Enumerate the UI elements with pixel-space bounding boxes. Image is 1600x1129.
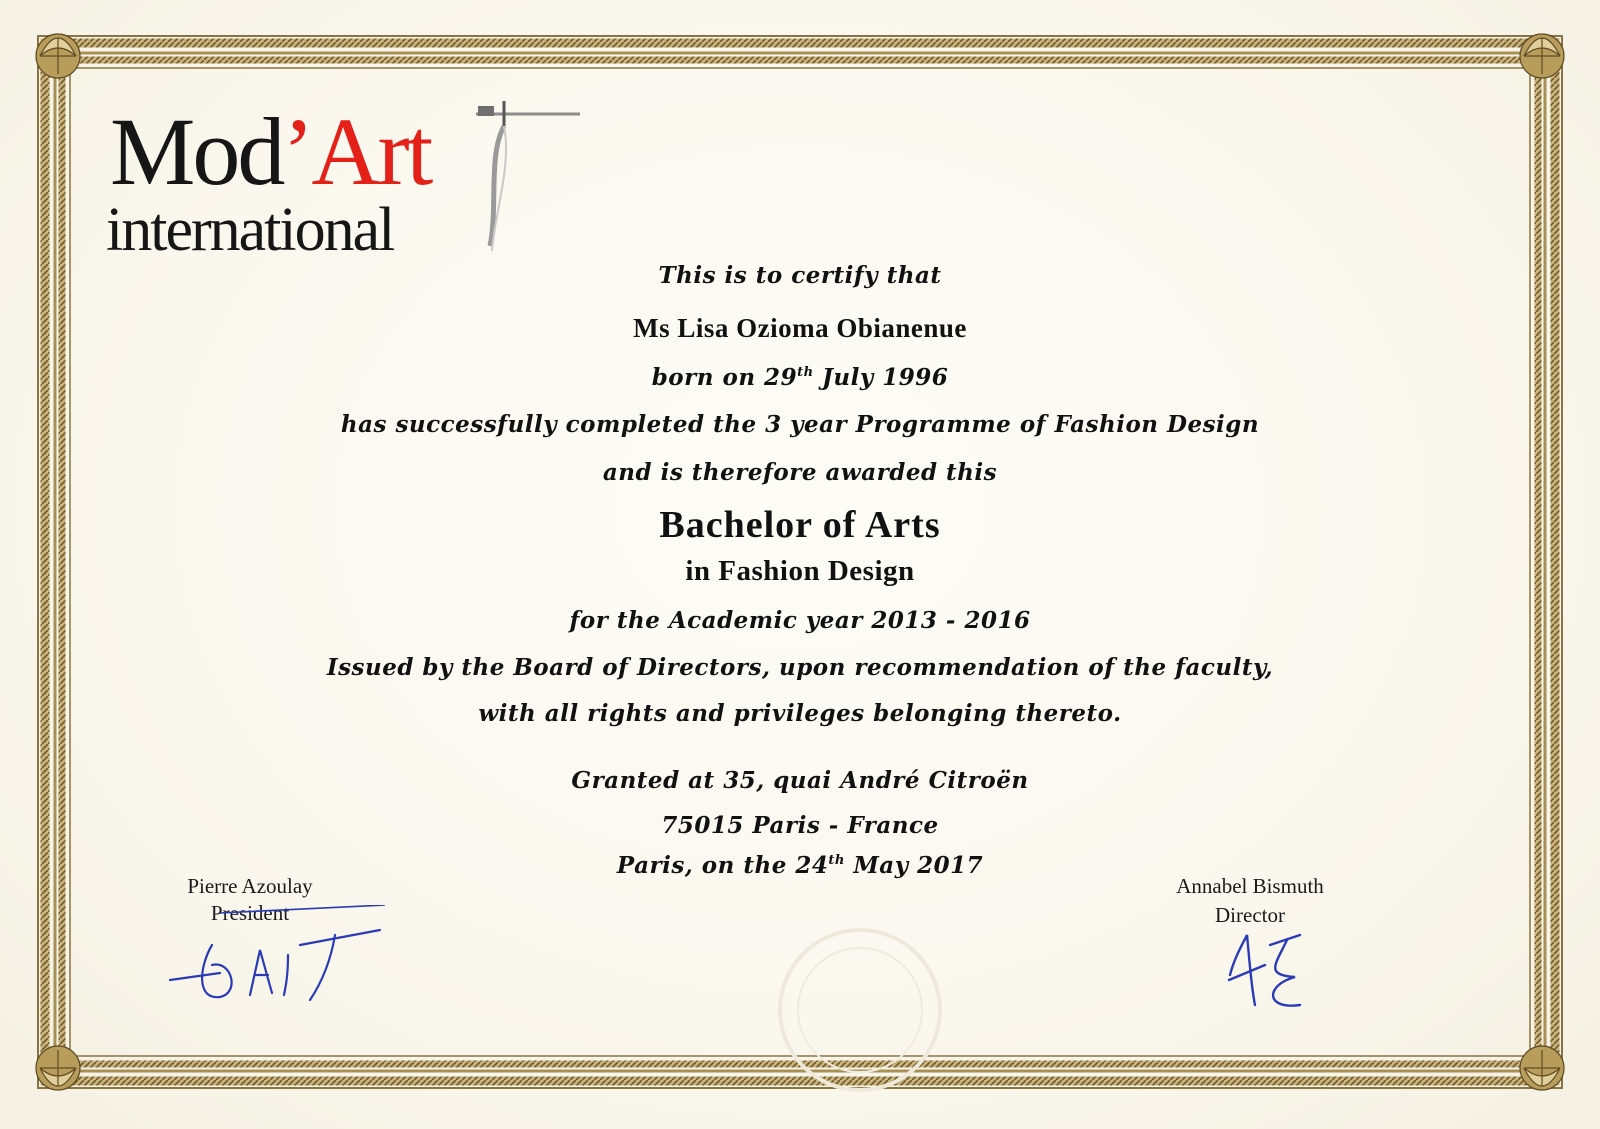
birth-date-prefix: born on 29	[651, 364, 798, 391]
birth-date-line	[0, 364, 1600, 391]
corner-ornament-bottom-left	[36, 1046, 80, 1090]
academic-year-line: for the Academic year 2013 - 2016	[569, 607, 1031, 634]
president-title: President	[210, 901, 290, 925]
embossed-seal-icon	[770, 925, 950, 1095]
degree-title: Bachelor of Arts	[659, 504, 941, 546]
president-signature	[160, 905, 390, 1020]
logo-art: Art	[311, 98, 431, 205]
president-name: Pierre Azoulay	[187, 874, 313, 898]
issue-date-rest: May 2017	[844, 852, 984, 879]
birth-date-ordinal: th	[797, 365, 814, 380]
issued-line-2: with all rights and privileges belonging thereto.	[478, 700, 1122, 727]
modart-logo	[102, 98, 582, 274]
corner-ornament-top-right	[1520, 34, 1564, 78]
recipient-name: Ms Lisa Ozioma Obianenue	[633, 313, 967, 343]
director-title: Director	[1215, 903, 1285, 927]
corner-ornament-top-left	[36, 34, 80, 78]
logo-wordmark	[110, 98, 431, 205]
director-signature	[1225, 925, 1335, 1030]
completion-line: has successfully completed the 3 year Programme of Fashion Design	[340, 411, 1260, 438]
corner-ornament-bottom-right	[1520, 1046, 1564, 1090]
issue-date-prefix: Paris, on the 24	[616, 852, 829, 879]
degree-field: in Fashion Design	[685, 555, 915, 587]
granted-line-1: Granted at 35, quai André Citroën	[571, 767, 1029, 794]
issued-line-1: Issued by the Board of Directors, upon recommendation of the faculty,	[326, 654, 1274, 681]
birth-date-rest: July 1996	[813, 364, 949, 391]
logo-mod: Mod	[110, 98, 283, 205]
intro-line: This is to certify that	[658, 262, 942, 289]
issue-date-ordinal: th	[828, 853, 845, 868]
logo-international: international	[106, 196, 394, 264]
award-line: and is therefore awarded this	[602, 459, 998, 486]
needle-thread-icon	[468, 96, 583, 266]
director-name: Annabel Bismuth	[1176, 874, 1324, 898]
logo-apostrophe: ’	[282, 98, 312, 205]
granted-line-2: 75015 Paris - France	[661, 812, 939, 839]
